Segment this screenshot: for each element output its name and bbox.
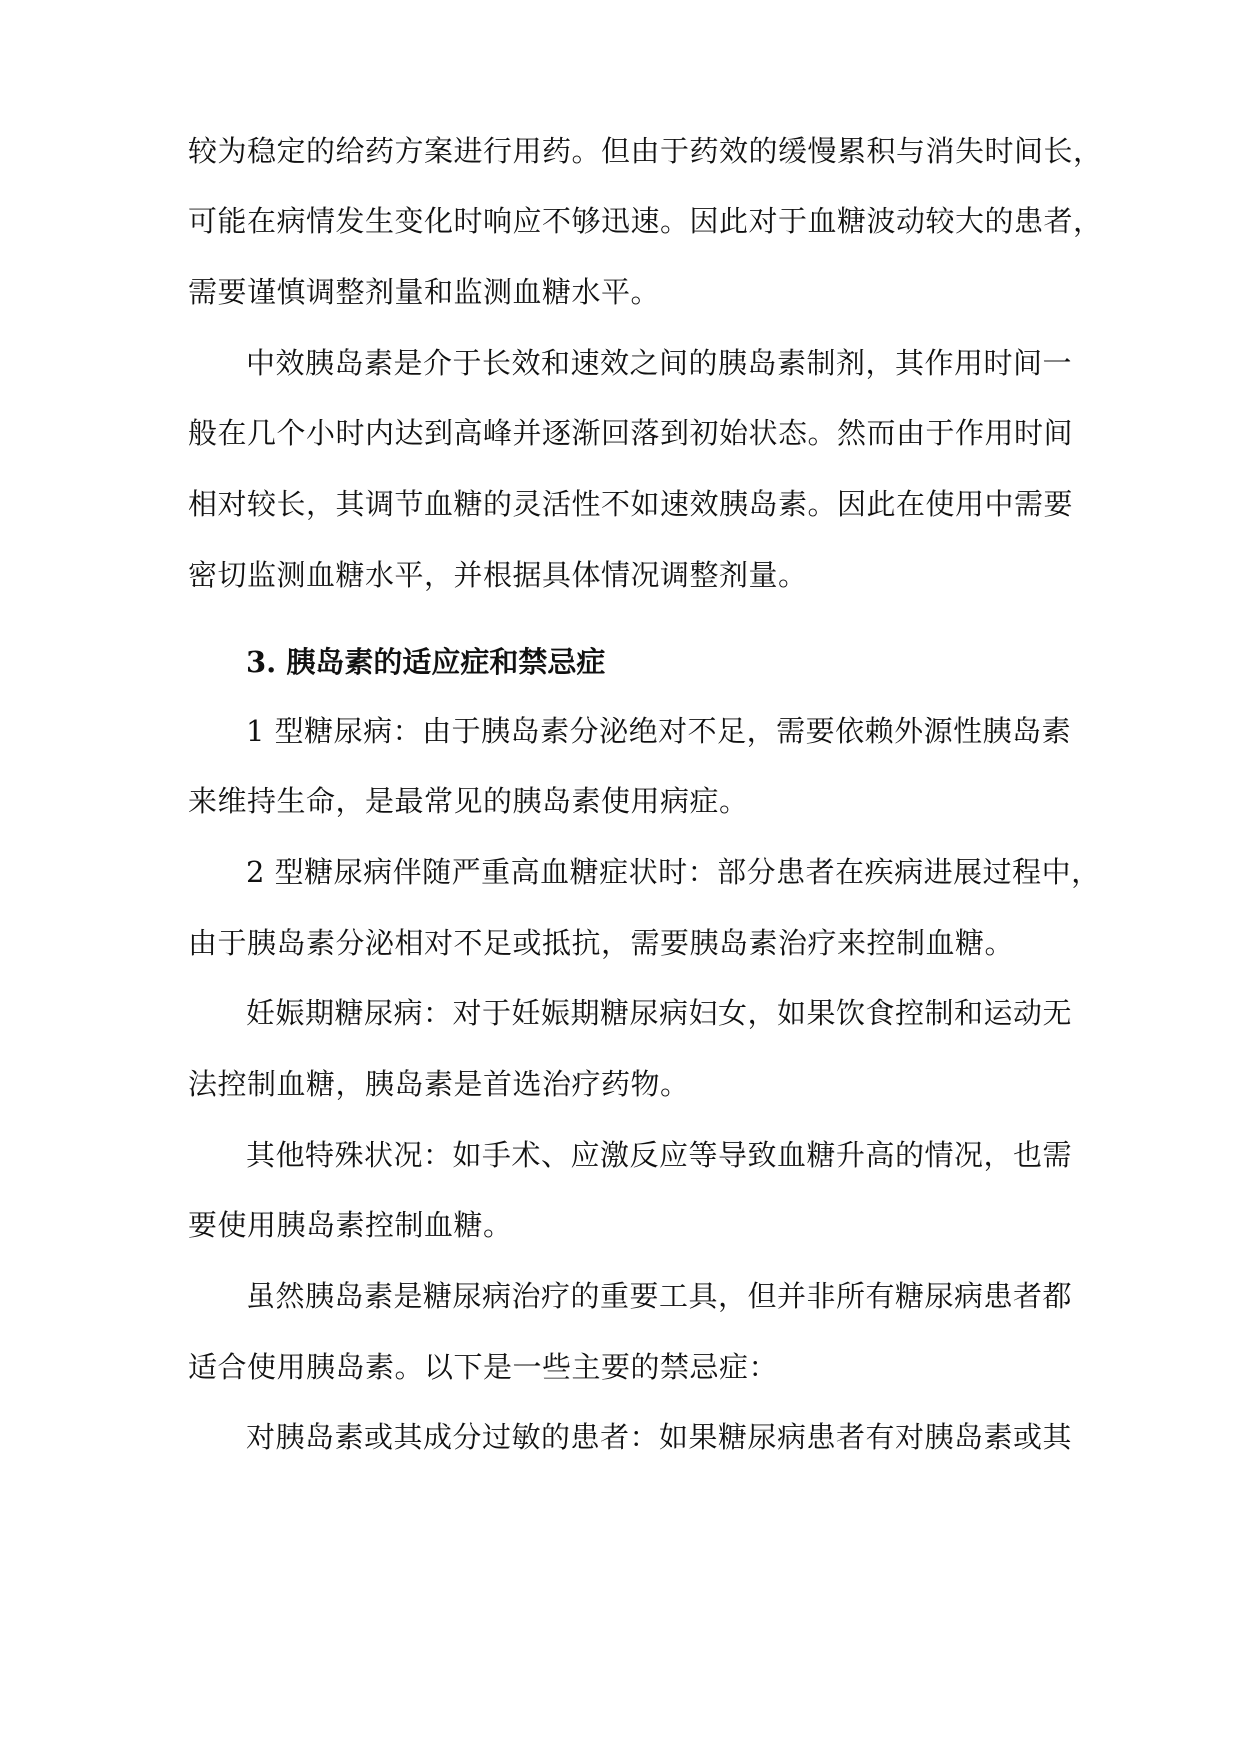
text-line: 由于胰岛素分泌相对不足或抵抗，需要胰岛素治疗来控制血糖。 bbox=[188, 926, 1015, 960]
text-line: 来维持生命，是最常见的胰岛素使用病症。 bbox=[188, 784, 749, 818]
text-line: 需要谨慎调整剂量和监测血糖水平。 bbox=[188, 275, 661, 309]
paragraph-start: 其他特殊状况：如手术、应激反应等导致血糖升高的情况，也需 bbox=[246, 1138, 1073, 1172]
text-line: 法控制血糖，胰岛素是首选治疗药物。 bbox=[188, 1067, 690, 1101]
text-line: 要使用胰岛素控制血糖。 bbox=[188, 1208, 513, 1242]
text-line: 适合使用胰岛素。以下是一些主要的禁忌症： bbox=[188, 1350, 779, 1384]
text-line: 密切监测血糖水平，并根据具体情况调整剂量。 bbox=[188, 558, 808, 592]
section-heading: 3. 胰岛素的适应症和禁忌症 bbox=[246, 645, 606, 679]
paragraph-start: 2 型糖尿病伴随严重高血糖症状时：部分患者在疾病进展过程中， bbox=[246, 855, 1101, 889]
text-line: 较为稳定的给药方案进行用药。但由于药效的缓慢累积与消失时间长， bbox=[188, 134, 1103, 168]
text-line: 相对较长，其调节血糖的灵活性不如速效胰岛素。因此在使用中需要 bbox=[188, 487, 1074, 521]
text-line: 可能在病情发生变化时响应不够迅速。因此对于血糖波动较大的患者， bbox=[188, 204, 1103, 238]
paragraph-start: 虽然胰岛素是糖尿病治疗的重要工具，但并非所有糖尿病患者都 bbox=[246, 1279, 1073, 1313]
text-line: 般在几个小时内达到高峰并逐渐回落到初始状态。然而由于作用时间 bbox=[188, 416, 1074, 450]
paragraph-start: 对胰岛素或其成分过敏的患者：如果糖尿病患者有对胰岛素或其 bbox=[246, 1420, 1073, 1454]
paragraph-start: 中效胰岛素是介于长效和速效之间的胰岛素制剂，其作用时间一 bbox=[246, 346, 1073, 380]
paragraph-start: 妊娠期糖尿病：对于妊娠期糖尿病妇女，如果饮食控制和运动无 bbox=[246, 996, 1073, 1030]
paragraph-start: 1 型糖尿病：由于胰岛素分泌绝对不足，需要依赖外源性胰岛素 bbox=[246, 714, 1072, 748]
